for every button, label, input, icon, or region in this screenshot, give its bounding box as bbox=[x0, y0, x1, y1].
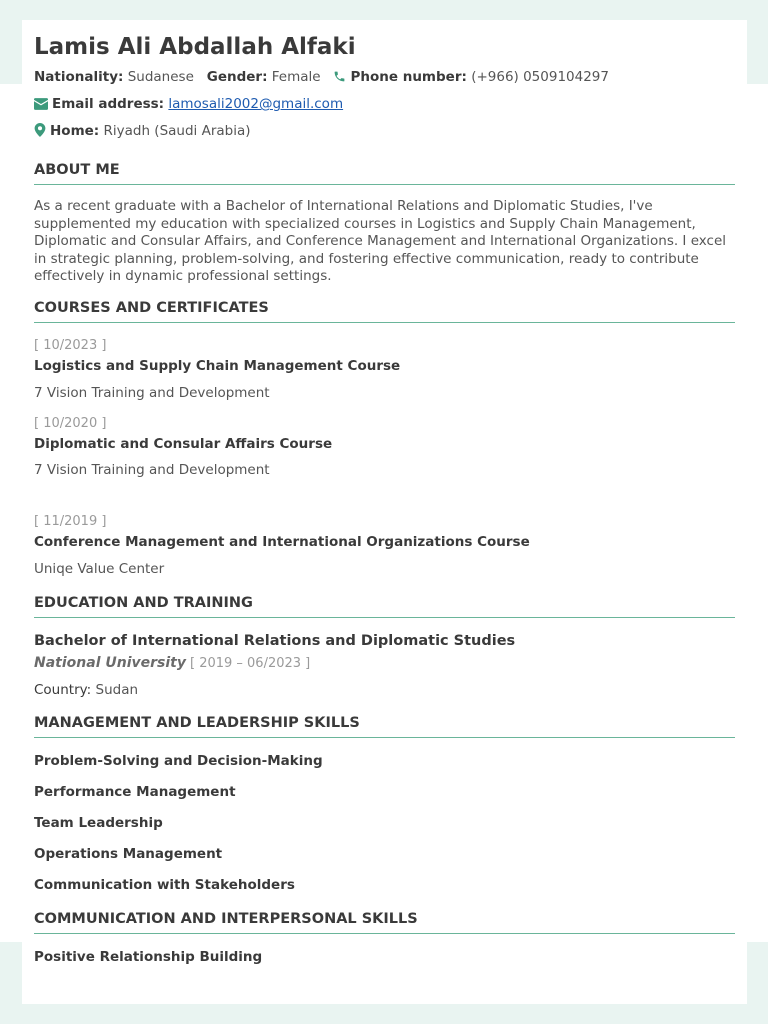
gender-value: Female bbox=[271, 69, 321, 85]
communication-skills-section-title: COMMUNICATION AND INTERPERSONAL SKILLS bbox=[34, 911, 735, 934]
phone-label: Phone number: bbox=[350, 69, 467, 85]
course-date: [ 11/2019 ] bbox=[34, 514, 107, 529]
skill-item: Operations Management bbox=[34, 846, 223, 862]
course-date: [ 10/2020 ] bbox=[34, 416, 107, 431]
email-label: Email address: bbox=[52, 96, 165, 112]
phone-icon bbox=[333, 70, 346, 83]
home-value: Riyadh (Saudi Arabia) bbox=[103, 123, 251, 139]
degree-title: Bachelor of International Relations and Diplomatic Studies bbox=[34, 633, 516, 649]
cv-page bbox=[22, 20, 747, 1004]
country-label: Country: bbox=[34, 682, 92, 698]
email-row bbox=[34, 96, 343, 112]
management-skills-section-title: MANAGEMENT AND LEADERSHIP SKILLS bbox=[34, 715, 735, 738]
country-value: Sudan bbox=[95, 682, 139, 698]
course-organization: 7 Vision Training and Development bbox=[34, 385, 270, 401]
country-row bbox=[34, 682, 138, 698]
course-organization: 7 Vision Training and Development bbox=[34, 462, 270, 478]
course-name: Logistics and Supply Chain Management Course bbox=[34, 358, 401, 374]
about-section-title: ABOUT ME bbox=[34, 162, 735, 185]
email-link[interactable]: lamosali2002@gmail.com bbox=[168, 96, 344, 112]
envelope-icon bbox=[34, 98, 48, 110]
skill-item: Communication with Stakeholders bbox=[34, 877, 295, 893]
map-pin-icon bbox=[34, 123, 46, 137]
course-name: Diplomatic and Consular Affairs Course bbox=[34, 436, 333, 452]
course-organization: Uniqe Value Center bbox=[34, 561, 165, 577]
course-name: Conference Management and International Organizations Course bbox=[34, 534, 530, 550]
courses-section-title: COURSES AND CERTIFICATES bbox=[34, 300, 735, 323]
nationality-value: Sudanese bbox=[127, 69, 194, 85]
phone-value: (+966) 0509104297 bbox=[471, 69, 609, 85]
course-date: [ 10/2023 ] bbox=[34, 338, 107, 353]
skill-item: Team Leadership bbox=[34, 815, 163, 831]
education-section-title: EDUCATION AND TRAINING bbox=[34, 595, 735, 618]
gender-label: Gender: bbox=[206, 69, 268, 85]
skill-item: Positive Relationship Building bbox=[34, 949, 263, 965]
university-name: National University bbox=[34, 655, 186, 671]
skill-item: Performance Management bbox=[34, 784, 236, 800]
skill-item: Problem-Solving and Decision-Making bbox=[34, 753, 323, 769]
home-row bbox=[34, 123, 251, 139]
about-text: As a recent graduate with a Bachelor of International Relations and Diplomatic Studies, I've supplemented my education with specialized courses in Logistics and Supply Chain Management, Diplomatic and Consular Affairs, and Conference Management and International Organizations. I excel in strategic planning, problem-solving, and fostering effective communication, ready to contribute effectively in dynamic professional settings. bbox=[34, 198, 727, 284]
university-line bbox=[34, 655, 310, 671]
nationality-label: Nationality: bbox=[34, 69, 124, 85]
personal-info-row bbox=[34, 69, 609, 85]
person-name: Lamis Ali Abdallah Alfaki bbox=[34, 34, 356, 60]
home-label: Home: bbox=[50, 123, 100, 139]
education-dates: [ 2019 – 06/2023 ] bbox=[189, 656, 311, 671]
